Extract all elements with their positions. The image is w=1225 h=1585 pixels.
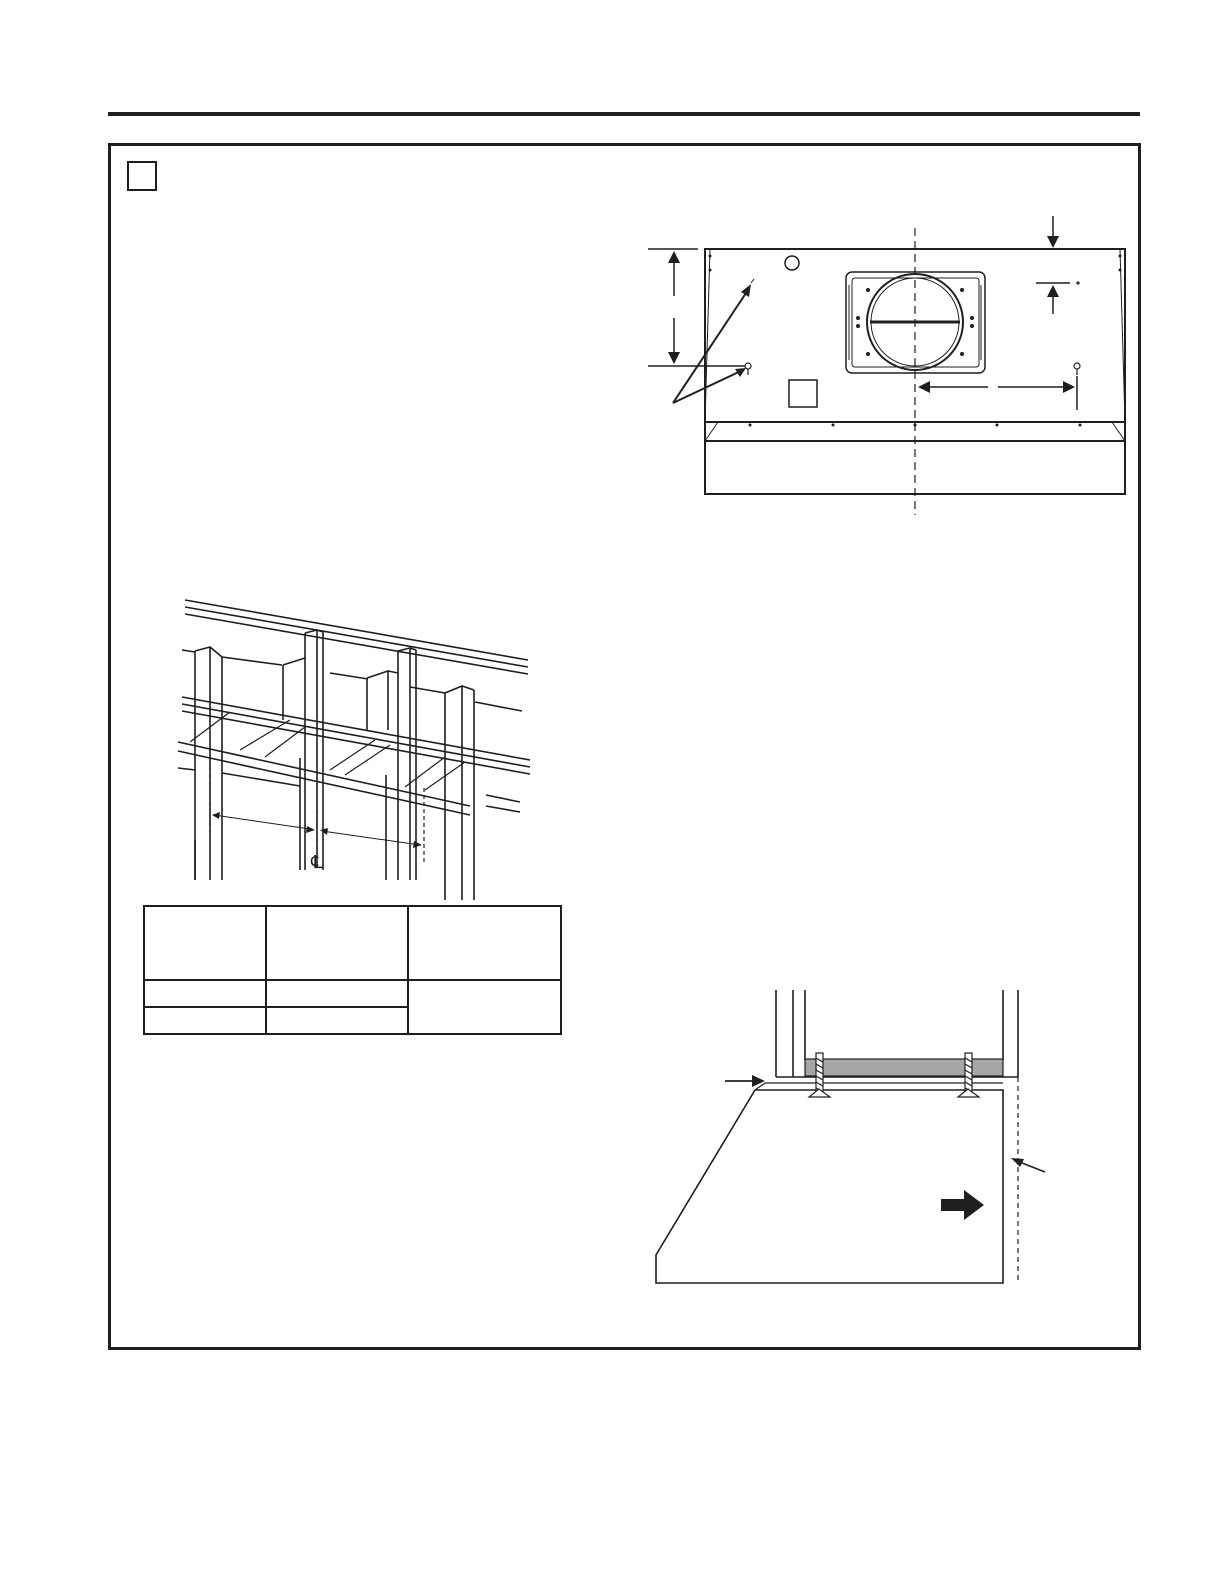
table-cell <box>144 980 266 1007</box>
framing-spec-table <box>143 905 562 1035</box>
table-cell <box>266 980 408 1007</box>
keyhole-leader-arrows <box>673 290 748 403</box>
table-header-row <box>144 906 561 980</box>
wire-knockout <box>785 256 799 270</box>
hood-back-panel-diagram <box>640 210 1140 520</box>
table-cell <box>266 1007 408 1034</box>
wall-framing-drawing <box>170 590 540 900</box>
horizontal-dimension <box>930 376 1077 410</box>
table-header-cell <box>144 906 266 980</box>
table-cell <box>144 1007 266 1034</box>
wall-framing-diagram <box>170 590 540 900</box>
junction-box-cover <box>789 380 817 407</box>
table-header-cell <box>266 906 408 980</box>
centerline-symbol: ℄ <box>311 852 323 872</box>
top-offset-dimension <box>1036 216 1070 314</box>
hood-body <box>656 1090 1003 1283</box>
keyhole-slot-icon <box>745 281 1080 375</box>
hood-mounting-drawing <box>640 985 1070 1290</box>
table-cell-merged <box>408 980 561 1034</box>
mounting-strip <box>805 1059 1003 1076</box>
vertical-dimension <box>648 249 745 366</box>
arrow-right-icon <box>941 1190 984 1220</box>
hood-mounting-side-view <box>640 985 1070 1290</box>
table-row <box>144 980 561 1007</box>
wall-leader <box>1022 1163 1045 1172</box>
hood-back-panel-drawing <box>640 210 1140 520</box>
page-top-rule <box>108 112 1140 116</box>
table-header-cell <box>408 906 561 980</box>
step-number-box <box>127 161 157 191</box>
